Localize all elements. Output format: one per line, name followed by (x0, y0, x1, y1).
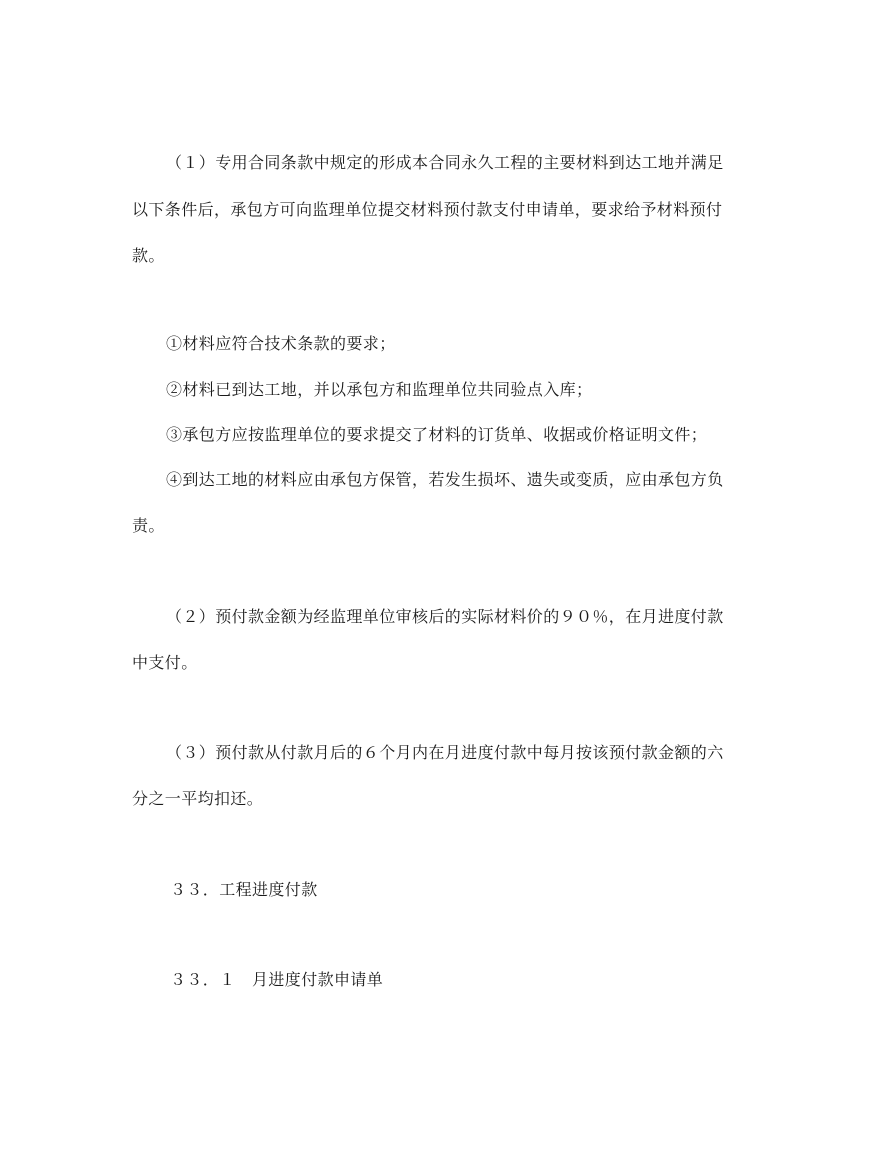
condition-item-4-line-1: ④到达工地的材料应由承包方保管，若发生损坏、遗失或变质，应由承包方负 (166, 470, 724, 489)
clause-3-line-1: （３）预付款从付款月后的６个月内在月进度付款中每月按该预付款金额的六 (166, 743, 724, 762)
condition-item-3: ③承包方应按监理单位的要求提交了材料的订货单、收据或价格证明文件； (166, 425, 708, 444)
clause-2-line-1: （２）预付款金额为经监理单位审核后的实际材料价的９０％，在月进度付款 (166, 607, 724, 626)
clause-3-line-2: 分之一平均扣还。 (132, 789, 264, 808)
condition-item-4-line-2: 责。 (132, 516, 165, 535)
clause-1-line-3: 款。 (132, 246, 165, 265)
condition-item-1: ①材料应符合技术条款的要求； (166, 334, 396, 353)
condition-item-2: ②材料已到达工地，并以承包方和监理单位共同验点入库； (166, 380, 593, 399)
clause-1-line-1: （１）专用合同条款中规定的形成本合同永久工程的主要材料到达工地并满足 (166, 153, 724, 172)
section-33-1-title: ３３．１ 月进度付款申请单 (170, 970, 384, 989)
clause-2-line-2: 中支付。 (132, 653, 198, 672)
clause-1-line-2: 以下条件后，承包方可向监理单位提交材料预付款支付申请单，要求给予材料预付 (132, 200, 723, 219)
section-33-title: ３３．工程进度付款 (170, 880, 318, 899)
